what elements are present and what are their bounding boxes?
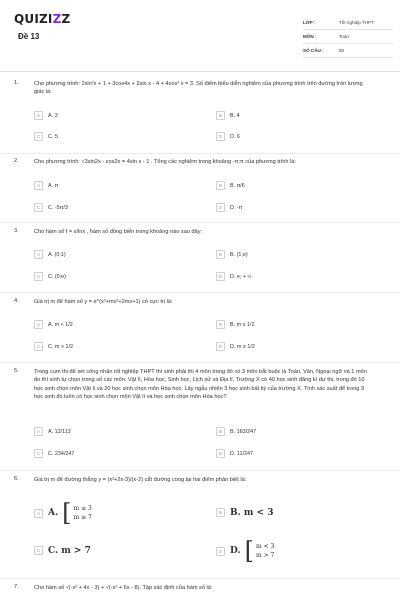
question-5: [14, 368, 390, 470]
option-text: [230, 539, 274, 563]
option-d[interactable]: [216, 538, 274, 564]
question-text: Trong cụm thi để xét công nhận tốt nghiệp THPT thí sinh phải thi 4 môn trong đó có 3 môn bắt buộc là Toán, Văn, Ngoại ngữ và 1 môn do thí sinh tự chọn trong số các môn: Vật lí, Hóa học, Sinh học, Lịch sử và Địa lí. Trường X có 40 học sinh đăng kí dự thi, trong đó 10 học sinh chọn môn Vật lí và 20 học sinh chọn môn Hóa học. Lấy ngẫu nhiên 3 học sinh bất kỳ của trường X. Tính xác suất để trong 3 học sinh đó luôn có học sinh chọn môn Vật lí và học sinh chọn môn Hóa học?: [34, 369, 367, 401]
bracket-icon: [: [244, 537, 254, 565]
option-letter-box: C: [34, 272, 43, 281]
option-letter-box: C: [34, 342, 43, 351]
option-b[interactable]: [216, 426, 256, 437]
question-number: 6.: [14, 476, 19, 482]
worksheet-title: Đề 13: [18, 32, 40, 41]
option-letter-box: B: [216, 181, 225, 190]
option-c[interactable]: [34, 202, 68, 213]
option-system: [256, 542, 274, 560]
option-text: B. π/6: [230, 182, 245, 189]
meta-row-class: [303, 16, 393, 30]
question-text: Cho phương trình: √3sin2x - cos2x = 4sin x - 1 . Tổng các nghiệm trong khoảng -π;π của phương trình là:: [34, 159, 296, 165]
option-text: B. 163/247: [230, 428, 257, 435]
option-a[interactable]: [34, 319, 73, 330]
option-letter-box: A: [34, 111, 43, 120]
system-line: m < 3: [256, 543, 275, 550]
question-6: [14, 476, 390, 576]
option-letter-box: C: [34, 546, 43, 555]
question-number: 3.: [14, 228, 19, 234]
option-letter-box: D: [216, 203, 225, 212]
option-d[interactable]: [216, 448, 253, 459]
question-number: 2.: [14, 158, 19, 164]
question-number: 7.: [14, 584, 19, 590]
option-letter-box: B: [216, 427, 225, 436]
logo-accent-letter: Z: [52, 12, 62, 26]
option-text: C. (0;e): [48, 273, 66, 280]
option-letter-box: C: [34, 132, 43, 141]
question-number: 1.: [14, 80, 19, 86]
option-label: D.: [230, 546, 241, 556]
option-text: B. m ≤ 1/2: [230, 321, 255, 328]
question-text: Giá trị m để đường thẳng y = (x²+2x-3)/(x-2) cắt đường cong tại hai điểm phân biệt là:: [34, 477, 247, 483]
question-7: [14, 584, 390, 598]
option-letter-box: C: [34, 449, 43, 458]
question-divider: [0, 362, 400, 363]
question-text: Cho hàm số √(-x² + 4x - 3) + √(-x² + 6x - 8). Tập xác định của hàm số là:: [34, 585, 213, 591]
system-line: m ≥ 7: [73, 514, 92, 521]
option-text: C. 5: [48, 133, 58, 140]
question-1: [14, 80, 390, 150]
question-divider: [0, 470, 400, 471]
option-text: C. -5π/3: [48, 204, 68, 211]
option-d[interactable]: [216, 341, 255, 352]
option-letter-box: A: [34, 181, 43, 190]
option-text: A. 12/113: [48, 428, 71, 435]
option-b[interactable]: [216, 319, 255, 330]
option-letter-box: D: [216, 342, 225, 351]
question-text: Giá trị m để hàm số y = e^(x³+mx²+2mx+1) có cực trị là:: [34, 299, 173, 305]
option-text: [48, 501, 92, 525]
option-d[interactable]: [216, 202, 242, 213]
option-system: [74, 504, 92, 522]
meta-value: 50: [339, 48, 345, 53]
question-divider: [0, 222, 400, 223]
option-b[interactable]: [216, 507, 273, 518]
option-letter-box: A: [34, 250, 43, 259]
option-b[interactable]: [216, 180, 245, 191]
option-letter-box: D: [216, 449, 225, 458]
meta-row-subject: [303, 30, 393, 44]
option-text: C. 234/247: [48, 450, 75, 457]
worksheet-header: [0, 0, 400, 72]
option-c[interactable]: [34, 448, 74, 459]
question-text: Cho hàm số f = x/lnx , hàm số đồng biến trong khoảng nào sau đây:: [34, 229, 203, 235]
option-d[interactable]: [216, 131, 240, 142]
option-a[interactable]: [34, 249, 66, 260]
option-text: C. m > 1/2: [48, 343, 74, 350]
option-text: D. m ≥ 1/2: [230, 343, 255, 350]
option-text: A. π: [48, 182, 59, 189]
option-letter-box: B: [216, 111, 225, 120]
option-text: B. m < 3: [230, 507, 274, 518]
option-b[interactable]: [216, 249, 248, 260]
option-letter-box: A: [34, 509, 43, 518]
option-c[interactable]: [34, 545, 91, 556]
option-text: B. 4: [230, 112, 240, 119]
question-number: 5.: [14, 368, 19, 374]
option-letter-box: C: [34, 203, 43, 212]
option-a[interactable]: [34, 500, 92, 526]
option-a[interactable]: [34, 426, 71, 437]
system-line: m > 7: [256, 552, 275, 559]
option-label: A.: [48, 508, 59, 518]
question-2: [14, 158, 390, 220]
worksheet-meta: [303, 16, 393, 58]
option-text: A. m < 1/2: [48, 321, 73, 328]
option-d[interactable]: [216, 271, 251, 282]
system-line: m ≤ 3: [73, 505, 92, 512]
option-text: D. e; + ∞: [230, 273, 252, 280]
question-4: [14, 298, 390, 360]
option-letter-box: D: [216, 547, 225, 556]
meta-key: LỚP :: [303, 20, 316, 25]
option-letter-box: D: [216, 272, 225, 281]
quizizz-logo: QUIZIZZ: [14, 12, 71, 26]
option-text: D. -π: [230, 204, 243, 211]
option-text: B. (1;e): [230, 251, 248, 258]
option-c[interactable]: [34, 131, 58, 142]
option-text: C. m > 7: [48, 545, 91, 556]
question-divider: [0, 153, 400, 154]
meta-key: MÔN :: [303, 34, 317, 39]
question-number: 4.: [14, 298, 19, 304]
meta-value: Toán: [339, 34, 349, 39]
option-text: D. 11/247: [230, 450, 253, 457]
option-letter-box: B: [216, 508, 225, 517]
meta-value: Tốt nghiệp THPT: [339, 20, 374, 25]
option-c[interactable]: [34, 341, 73, 352]
option-c[interactable]: [34, 271, 66, 282]
question-3: [14, 228, 390, 290]
question-divider: [0, 578, 400, 579]
meta-row-count: [303, 44, 393, 58]
option-letter-box: A: [34, 320, 43, 329]
option-text: A. 3: [48, 112, 58, 119]
option-a[interactable]: [34, 110, 58, 121]
question-divider: [0, 292, 400, 293]
option-letter-box: B: [216, 320, 225, 329]
option-letter-box: B: [216, 250, 225, 259]
meta-key: SỐ CÂU :: [303, 48, 324, 53]
option-b[interactable]: [216, 110, 240, 121]
option-text: A. (0;1): [48, 251, 66, 258]
option-letter-box: D: [216, 132, 225, 141]
option-a[interactable]: [34, 180, 58, 191]
question-text: Cho phương trình: 2sin²x + 1 + 3cos4x + 2sin x - 4 + 4cos² x = 3. Số điểm biểu diễn nghiệm của phương trình trên đường tròn lượng giác là:: [34, 81, 363, 96]
bracket-icon: [: [62, 499, 72, 527]
option-letter-box: A: [34, 427, 43, 436]
option-text: D. 6: [230, 133, 240, 140]
